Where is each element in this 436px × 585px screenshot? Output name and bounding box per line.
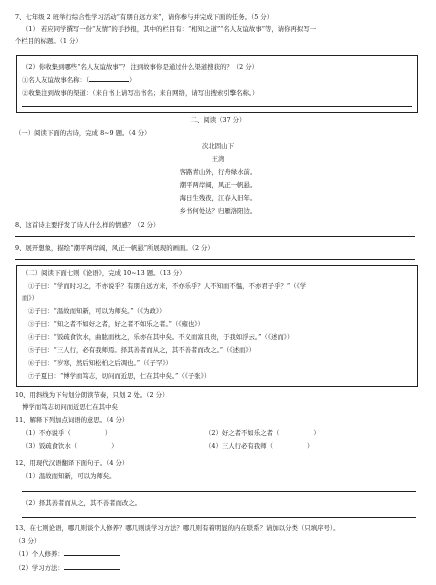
q7-part2-item1-label: ①名人友谊故事名称：（ [22, 76, 90, 84]
q12-sentence-2: （2）择其善者而从之，其不善者而改之。 [22, 499, 142, 507]
q11-item-1-close: ） [104, 429, 112, 437]
q13-answer-2 [15, 564, 120, 572]
q7-part2-item1 [22, 76, 136, 84]
q11-item-2-close: ） [313, 429, 320, 437]
lunyu-passage-6: ⑥子曰：“岁寒，然后知松柏之后凋也。”（《子罕》） [28, 359, 172, 367]
q10-stem: 10、用斜线为下句划分朗读节奏，只划 2 处。（2 分） [15, 391, 169, 399]
poem-line-1: 客路青山外，行舟绿水前。 [179, 168, 257, 176]
q11-item-3-label: （3）饭疏食饮水（ [22, 442, 78, 450]
answer-blank[interactable] [64, 569, 120, 570]
q13-answer-1-label: （1）个人修养： [15, 550, 64, 558]
answer-line[interactable] [22, 517, 416, 518]
answer-line[interactable] [22, 491, 416, 492]
q8-stem: 8、这首诗主要抒发了诗人什么样的情感？（2 分） [15, 221, 160, 229]
q11-item-3-close: ） [111, 442, 118, 450]
q11-item-3 [22, 442, 118, 450]
poem-line-4: 乡书何处达？归雁洛阳边。 [179, 207, 257, 215]
q7-part2-stem: （2）你收集到哪些“名人友谊故事”？ 注到故事你是通过什么渠道搜获的？（2 分） [22, 63, 259, 71]
lunyu-passage-1-cont: 而》） [22, 294, 38, 302]
q11-stem: 11、解释下列加点词语的意思。（4 分） [15, 416, 129, 424]
lunyu-passage-1: ①子曰：“学而时习之，不亦说乎？有朋自远方来，不亦乐乎？人不知而不愠，不亦君子乎？”（《学 [28, 282, 307, 290]
q7-part1-line1: （1） 若应同学撰写一份“友情”的手抄报，其中的栏目有：“相知之道”“名人友谊故事”等，请你再拟写一 [22, 25, 317, 33]
lunyu-passage-4: ④子曰：“饭疏食饮水，曲肱而枕之，乐亦在其中矣。不义而富且贵，于我如浮云。”（《述而》） [28, 333, 294, 341]
q7-part2-item2: ②收集注到故事的渠道：（来自书上请写出书名；来自网络，请写出搜索引擎名称。） [22, 89, 259, 97]
answer-blank[interactable] [64, 555, 120, 556]
lunyu-passage-2: ②子曰：“温故而知新，可以为师矣。”（《为政》） [28, 307, 166, 315]
q7-part1-line2: 个栏目的标题。（1 分） [15, 37, 82, 45]
q9-stem: 9、展开想象，描绘“潮平两岸阔，风正一帆悬”所展现的画面。（2 分） [15, 244, 214, 252]
q13-answer-2-label: （2）学习方法： [15, 564, 64, 572]
poem-author: 王湾 [211, 155, 225, 163]
q7-part2-item1-close: ） [129, 76, 136, 84]
poem-line-2: 潮平两岸阔，风正一帆悬。 [179, 181, 257, 189]
q10-sentence: 博学而笃志切问而近思仁在其中矣 [22, 403, 118, 411]
q13-stem: 13、在七则论语，哪几则谈个人修养？哪几则谈学习方法？哪几则有着明显的内在联系？请加以分类（只填序号）。 [15, 524, 340, 532]
answer-line[interactable] [15, 236, 415, 237]
lunyu-passage-7: ⑦子夏曰：“博学而笃志，切问而近思，仁在其中矣。”（《子张》） [28, 372, 211, 380]
answer-line[interactable] [15, 259, 415, 260]
q12-stem: 12、用现代汉语翻译下面句子。（4 分） [15, 459, 129, 467]
q7-stem: 7、七年级 2 班举行综合性学习活动“有朋自远方来”，请你参与并完成下面的任务。（5 分） [15, 13, 274, 21]
answer-blank[interactable] [89, 81, 129, 82]
answer-line[interactable] [22, 106, 412, 107]
q11-item-4-label: （4）三人行必有我师（ [205, 442, 273, 450]
lunyu-passage-5: ⑤子曰：“三人行，必有我师焉。择其善者而从之，其不善者而改之。”（《述而》） [28, 346, 255, 354]
q11-item-2-label: （2）好之者不如乐之者（ [205, 429, 280, 437]
subsection-poem-heading: （一）阅读下面的古诗，完成 8~9 题。（4 分） [15, 129, 151, 137]
q11-item-4-close: ） [306, 442, 314, 450]
poem-title: 次北固山下 [202, 142, 234, 150]
q13-score: （3 分） [15, 537, 41, 545]
q11-item-4 [205, 442, 313, 450]
q13-answer-1 [15, 550, 120, 558]
q11-item-1 [22, 429, 111, 437]
lunyu-passage-3: ③子曰：“知之者不如好之者，好之者不如乐之者。”（《雍也》） [28, 320, 204, 328]
section-heading: 二、阅读（37 分） [190, 116, 246, 124]
q11-item-1-label: （1）不亦说乎（ [22, 429, 71, 437]
q11-item-2 [205, 429, 320, 437]
poem-line-3: 海日生残夜，江春入旧年。 [179, 194, 257, 202]
q12-sentence-1: （1）温故而知新，可以为师矣。 [22, 472, 116, 480]
subsection-lunyu-heading: （二）阅读下面七则《论语》，完成 10~13 题。（13 分） [22, 269, 186, 277]
